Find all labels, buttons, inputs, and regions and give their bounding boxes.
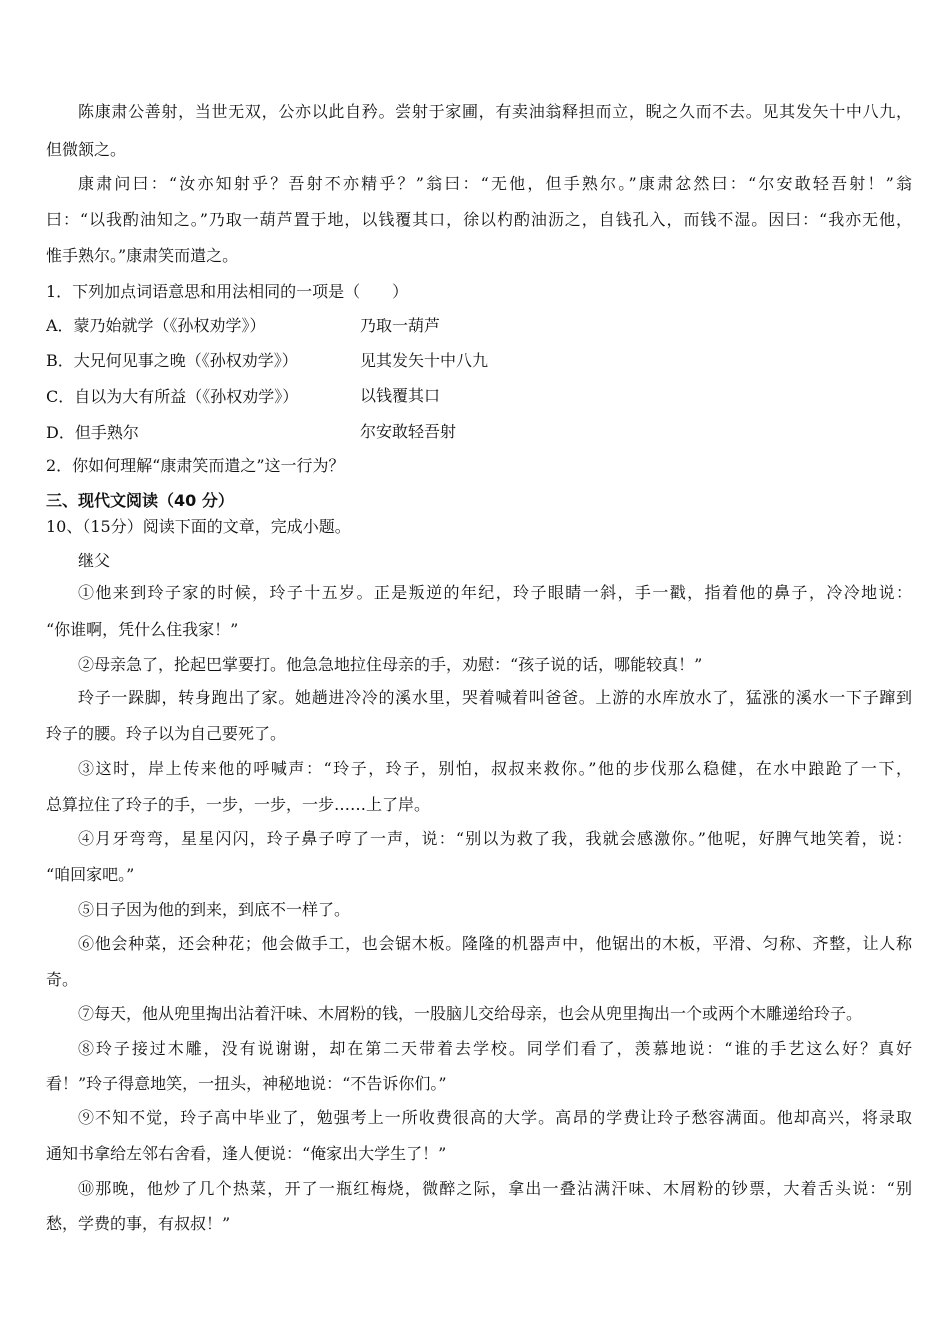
article-line: 玲子的腰。玲子以为自己要死了。 xyxy=(46,724,287,743)
article-line: ②母亲急了，抡起巴掌要打。他急急地拉住母亲的手，劝慰：“孩子说的话，哪能较真！” xyxy=(78,655,703,674)
passage1-line: 惟手熟尔。”康肃笑而遣之。 xyxy=(46,246,239,265)
article-title: 继父 xyxy=(78,551,111,570)
article-line: 总算拉住了玲子的手，一步，一步，一步……上了岸。 xyxy=(46,795,431,814)
article-line: ①他来到玲子家的时候，玲子十五岁。正是叛逆的年纪，玲子眼睛一斜，手一戳，指着他的鼻子，冷冷地说： xyxy=(78,583,912,602)
option-d-left: D．但手熟尔 xyxy=(46,423,139,442)
article-line: ⑥他会种菜，还会种花；他会做手工，也会锯木板。隆隆的机器声中，他锯出的木板，平滑、匀称、齐整，让人称 xyxy=(78,934,912,953)
passage1-line: 陈康肃公善射，当世无双，公亦以此自矜。尝射于家圃，有卖油翁释担而立，睨之久而不去。见其发矢十中八九， xyxy=(78,102,912,121)
article-line: ⑦每天，他从兜里掏出沾着汗味、木屑粉的钱，一股脑儿交给母亲，也会从兜里掏出一个或两个木雕递给玲子。 xyxy=(78,1004,863,1023)
article-line: 看！”玲子得意地笑，一扭头，神秘地说：“不告诉你们。” xyxy=(46,1074,447,1093)
option-b-right: 见其发矢十中八九 xyxy=(360,351,489,370)
article-line: 玲子一跺脚，转身跑出了家。她趟进冷冷的溪水里，哭着喊着叫爸爸。上游的水库放水了，猛涨的溪水一下子蹿到 xyxy=(78,688,912,707)
article-line: 奇。 xyxy=(46,970,79,989)
article-line: ⑧玲子接过木雕，没有说谢谢，却在第二天带着去学校。同学们看了，羡慕地说：“谁的手艺这么好？真好 xyxy=(78,1039,912,1058)
question-1-stem: 1．下列加点词语意思和用法相同的一项是（ ） xyxy=(46,282,409,301)
option-a-left: A．蒙乃始就学（《孙权劝学》） xyxy=(46,316,266,335)
article-line: 通知书拿给左邻右舍看，逢人便说：“俺家出大学生了！” xyxy=(46,1144,447,1163)
article-line: ③这时，岸上传来他的呼喊声：“玲子，玲子，别怕，叔叔来救你。”他的步伐那么稳健，在水中踉跄了一下， xyxy=(78,759,912,778)
article-line: “咱回家吧。” xyxy=(46,865,135,884)
article-line: ⑩那晚，他炒了几个热菜，开了一瓶红梅烧，微醉之际，拿出一叠沾满汗味、木屑粉的钞票，大着舌头说：“别 xyxy=(78,1179,912,1198)
question-10-intro: 10、（15分）阅读下面的文章，完成小题。 xyxy=(46,517,351,536)
article-line: 愁，学费的事，有叔叔！” xyxy=(46,1214,231,1233)
option-d-right: 尔安敢轻吾射 xyxy=(360,422,457,441)
passage1-line: 康肃问曰：“汝亦知射乎？吾射不亦精乎？”翁曰：“无他，但手熟尔。”康肃忿然曰：“尔安敢轻吾射！”翁 xyxy=(78,174,912,193)
passage1-line: 但微颔之。 xyxy=(46,140,127,159)
option-c-right: 以钱覆其口 xyxy=(360,386,441,405)
article-line: ⑤日子因为他的到来，到底不一样了。 xyxy=(78,900,351,919)
article-line: “你谁啊，凭什么住我家！” xyxy=(46,620,239,639)
option-b-left: B．大兄何见事之晚（《孙权劝学》） xyxy=(46,351,298,370)
article-line: ⑨不知不觉，玲子高中毕业了，勉强考上一所收费很高的大学。高昂的学费让玲子愁容满面。他却高兴，将录取 xyxy=(78,1108,912,1127)
section-heading: 三、现代文阅读（40 分） xyxy=(46,491,234,510)
passage1-line: 曰：“以我酌油知之。”乃取一葫芦置于地，以钱覆其口，徐以杓酌油沥之，自钱孔入，而钱不湿。因曰：“我亦无他， xyxy=(46,210,912,229)
article-line: ④月牙弯弯，星星闪闪，玲子鼻子哼了一声，说：“别以为救了我，我就会感激你。”他呢，好脾气地笑着，说： xyxy=(78,829,912,848)
option-c-left: C．自以为大有所益（《孙权劝学》） xyxy=(46,387,299,406)
question-2-stem: 2．你如何理解“康肃笑而遣之”这一行为？ xyxy=(46,456,345,475)
option-a-right: 乃取一葫芦 xyxy=(360,316,441,335)
